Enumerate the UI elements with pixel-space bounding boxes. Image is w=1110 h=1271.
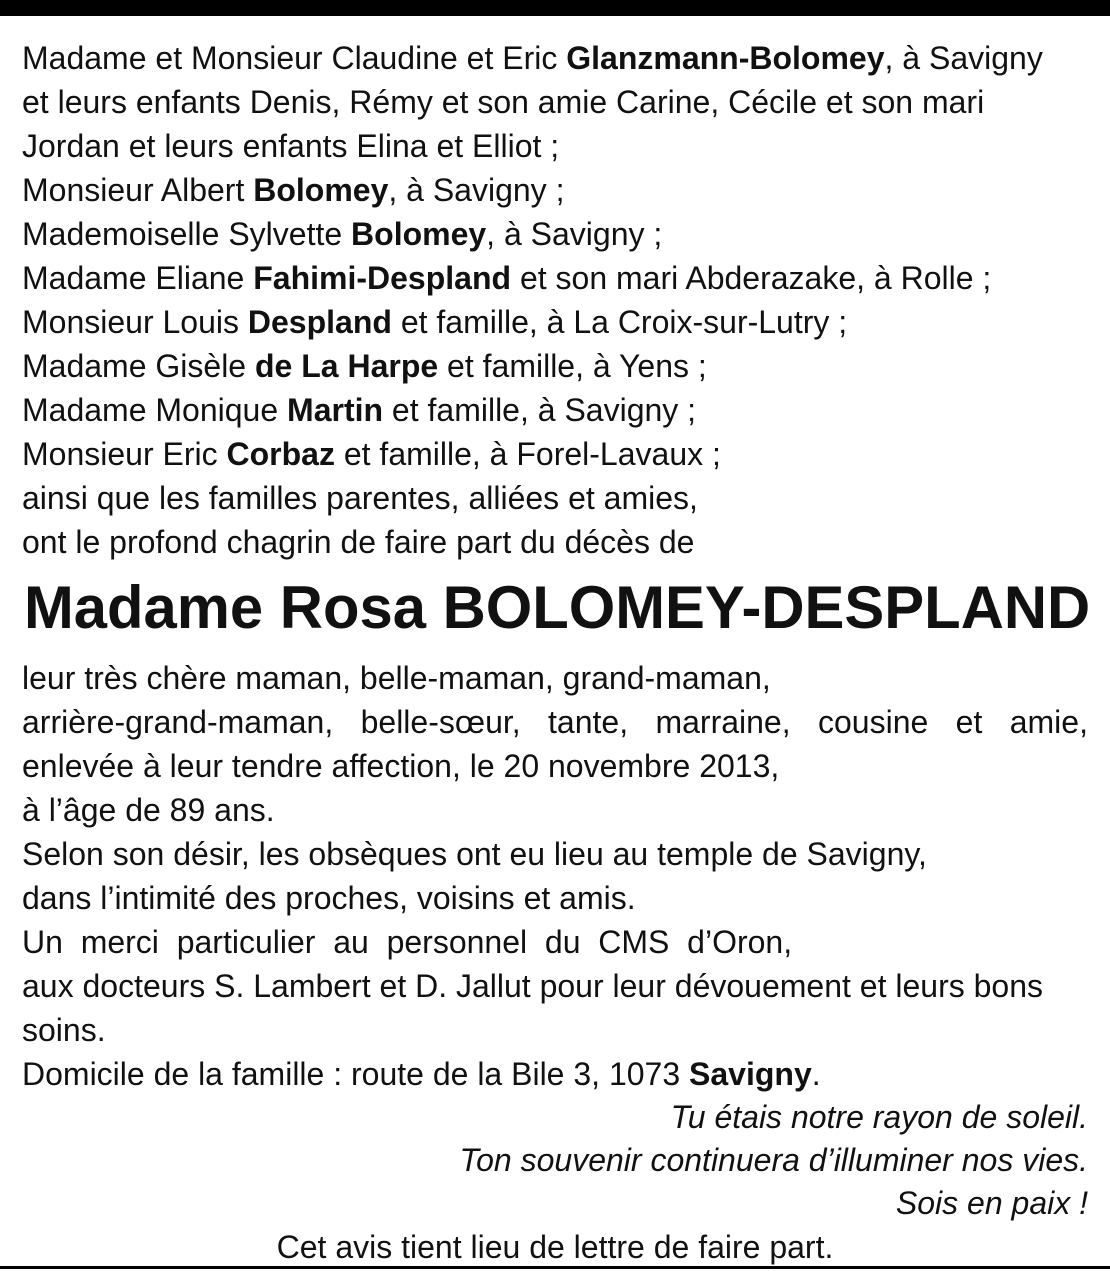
doctors-line: aux docteurs S. Lambert et D. Jallut pour leur dévouement et leurs bons: [22, 968, 1043, 1004]
family-line-11: [22, 476, 1088, 520]
family-line-11-pre: ainsi que les familles parentes, alliées et amies,: [22, 480, 698, 516]
address-text: Domicile de la famille : route de la Bile 3, 1073: [22, 1056, 690, 1092]
relationship-word: cousine: [817, 704, 929, 740]
family-line-4-post: , à Savigny ;: [388, 172, 565, 208]
family-line-4: [22, 168, 1088, 212]
relationship-word: et: [955, 704, 983, 740]
family-line-1-surname: Glanzmann-Bolomey: [566, 40, 885, 76]
deceased-name: Madame Rosa BOLOMEY-DESPLAND: [23, 574, 1091, 641]
funeral-line: Selon son désir, les obsèques ont eu lieu au temple de Savigny,: [22, 836, 927, 872]
relationship-line-2: [22, 700, 1088, 744]
notice-body: [22, 36, 1091, 1269]
quote-line-1: Tu étais notre rayon de soleil.: [670, 1099, 1088, 1135]
family-line-12: [22, 520, 1088, 564]
family-line-8-pre: Madame Gisèle: [22, 348, 255, 384]
family-line-10-post: et famille, à Forel-Lavaux ;: [334, 436, 721, 472]
family-line-9-surname: Martin: [287, 392, 384, 428]
relationship-line-1: leur très chère maman, belle-maman, grand-maman,: [22, 660, 771, 696]
date-line: enlevée à leur tendre affection, le 20 novembre 2013,: [22, 748, 780, 784]
address-line: [22, 1052, 1088, 1096]
family-line-1: [22, 36, 1088, 80]
family-line-4-pre: Monsieur Albert: [22, 172, 254, 208]
family-line-9-post: et famille, à Savigny ;: [383, 392, 697, 428]
top-rule: [0, 0, 1110, 16]
family-line-7: [22, 300, 1088, 344]
family-line-8-post: et famille, à Yens ;: [438, 348, 707, 384]
age-line: à l’âge de 89 ans.: [22, 792, 275, 828]
family-line-5-post: , à Savigny ;: [486, 216, 663, 252]
attendance-line: dans l’intimité des proches, voisins et amis.: [22, 880, 636, 916]
family-line-6-post: et son mari Abderazake, à Rolle ;: [511, 260, 992, 296]
family-line-10: [22, 432, 1088, 476]
family-line-4-surname: Bolomey: [253, 172, 389, 208]
family-line-1-post: , à Savigny: [884, 40, 1043, 76]
relationship-word: arrière-grand-maman,: [22, 704, 334, 740]
family-line-12-pre: ont le profond chagrin de faire part du décès de: [22, 524, 695, 560]
family-line-6-pre: Madame Eliane: [22, 260, 254, 296]
family-line-6-surname: Fahimi-Despland: [253, 260, 512, 296]
family-line-8-surname: de La Harpe: [254, 348, 439, 384]
family-line-2-pre: et leurs enfants Denis, Rémy et son amie Carine, Cécile et son mari: [22, 84, 985, 120]
family-list: [22, 36, 1088, 564]
relationship-word: amie,: [1009, 704, 1088, 740]
family-line-3-pre: Jordan et leurs enfants Elina et Elliot ;: [22, 128, 560, 164]
quote-line-3: Sois en paix !: [895, 1185, 1088, 1221]
relationship-word: marraine,: [655, 704, 791, 740]
family-line-10-pre: Monsieur Eric: [22, 436, 227, 472]
relationship-word: tante,: [548, 704, 629, 740]
relationship-word: belle-sœur,: [360, 704, 521, 740]
family-line-2: [22, 80, 1088, 124]
family-line-5-pre: Mademoiselle Sylvette: [22, 216, 352, 252]
family-line-6: [22, 256, 1088, 300]
family-line-9-pre: Madame Monique: [22, 392, 288, 428]
address-town: Savigny: [689, 1056, 812, 1092]
care-line: soins.: [22, 1012, 106, 1048]
bottom-rule: [0, 1266, 1110, 1269]
family-line-5-surname: Bolomey: [351, 216, 487, 252]
family-line-7-pre: Monsieur Louis: [22, 304, 248, 340]
address-end: .: [811, 1056, 821, 1092]
family-line-7-post: et famille, à La Croix-sur-Lutry ;: [391, 304, 848, 340]
family-line-5: [22, 212, 1088, 256]
family-line-7-surname: Despland: [247, 304, 392, 340]
family-line-9: [22, 388, 1088, 432]
family-line-3: [22, 124, 1088, 168]
family-line-8: [22, 344, 1088, 388]
family-line-1-pre: Madame et Monsieur Claudine et Eric: [22, 40, 567, 76]
thanks-line: Un merci particulier au personnel du CMS d’Oron,: [22, 924, 793, 960]
quote-line-2: Ton souvenir continuera d’illuminer nos vies.: [459, 1142, 1088, 1178]
family-line-10-surname: Corbaz: [226, 436, 335, 472]
closing-note: Cet avis tient lieu de lettre de faire part.: [276, 1229, 834, 1265]
